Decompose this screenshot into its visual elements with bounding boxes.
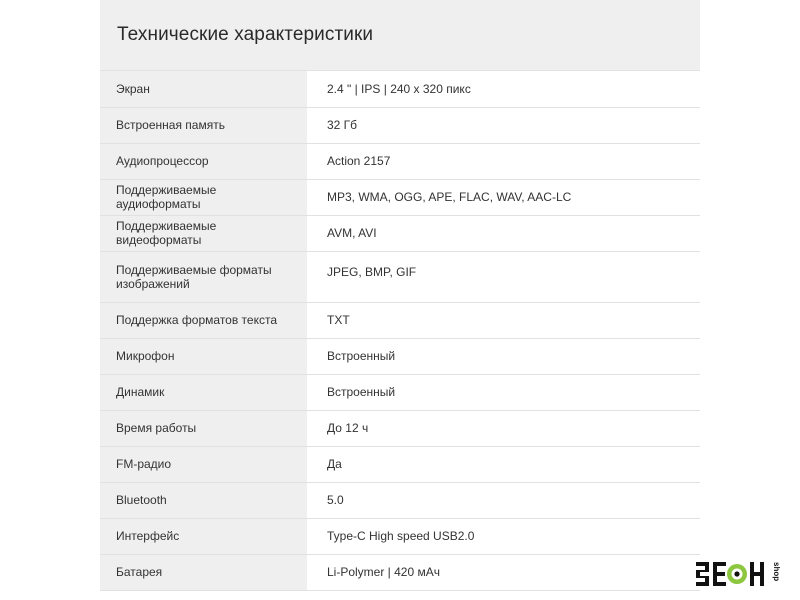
spec-value: Да bbox=[307, 446, 700, 482]
spec-value: Встроенный bbox=[307, 374, 700, 410]
page-title: Технические характеристики bbox=[117, 24, 374, 45]
spec-label: Аудиопроцессор bbox=[100, 143, 307, 179]
spec-label: Поддерживаемые форматы изображений bbox=[100, 251, 307, 302]
table-row bbox=[100, 338, 700, 374]
spec-value: 32 Гб bbox=[307, 107, 700, 143]
spec-value: Type-C High speed USB2.0 bbox=[307, 518, 700, 554]
table-row bbox=[100, 302, 700, 338]
table-row bbox=[100, 107, 700, 143]
spec-value: 5.0 bbox=[307, 482, 700, 518]
table-row bbox=[100, 482, 700, 518]
zeon-logo bbox=[694, 558, 786, 590]
table-row bbox=[100, 518, 700, 554]
spec-label: Поддержка форматов текста bbox=[100, 302, 307, 338]
spec-label: FM-радио bbox=[100, 446, 307, 482]
spec-value: Li-Polymer | 420 мАч bbox=[307, 554, 700, 590]
table-row bbox=[100, 71, 700, 107]
table-row bbox=[100, 251, 700, 302]
spec-label: Встроенная память bbox=[100, 107, 307, 143]
table-row bbox=[100, 179, 700, 215]
specs-header bbox=[100, 0, 700, 71]
spec-label: Поддерживаемые аудиоформаты bbox=[100, 179, 307, 215]
spec-value: Встроенный bbox=[307, 338, 700, 374]
specs-panel bbox=[100, 0, 700, 600]
spec-value: 2.4 " | IPS | 240 x 320 пикс bbox=[307, 71, 700, 107]
spec-value: TXT bbox=[307, 302, 700, 338]
table-row bbox=[100, 143, 700, 179]
table-row bbox=[100, 410, 700, 446]
logo-suffix: shop bbox=[772, 562, 781, 582]
spec-value: Action 2157 bbox=[307, 143, 700, 179]
spec-label: Время работы bbox=[100, 410, 307, 446]
spec-value: До 12 ч bbox=[307, 410, 700, 446]
spec-value: JPEG, BMP, GIF bbox=[307, 251, 700, 302]
spec-value: MP3, WMA, OGG, APE, FLAC, WAV, AAC-LC bbox=[307, 179, 700, 215]
table-row bbox=[100, 554, 700, 590]
table-row bbox=[100, 374, 700, 410]
table-row bbox=[100, 215, 700, 251]
spec-label: Микрофон bbox=[100, 338, 307, 374]
spec-label: Динамик bbox=[100, 374, 307, 410]
spec-value: AVM, AVI bbox=[307, 215, 700, 251]
spec-label: Поддерживаемые видеоформаты bbox=[100, 215, 307, 251]
specs-table bbox=[100, 71, 700, 591]
table-row bbox=[100, 446, 700, 482]
spec-label: Экран bbox=[100, 71, 307, 107]
spec-label: Батарея bbox=[100, 554, 307, 590]
spec-label: Bluetooth bbox=[100, 482, 307, 518]
spec-label: Интерфейс bbox=[100, 518, 307, 554]
